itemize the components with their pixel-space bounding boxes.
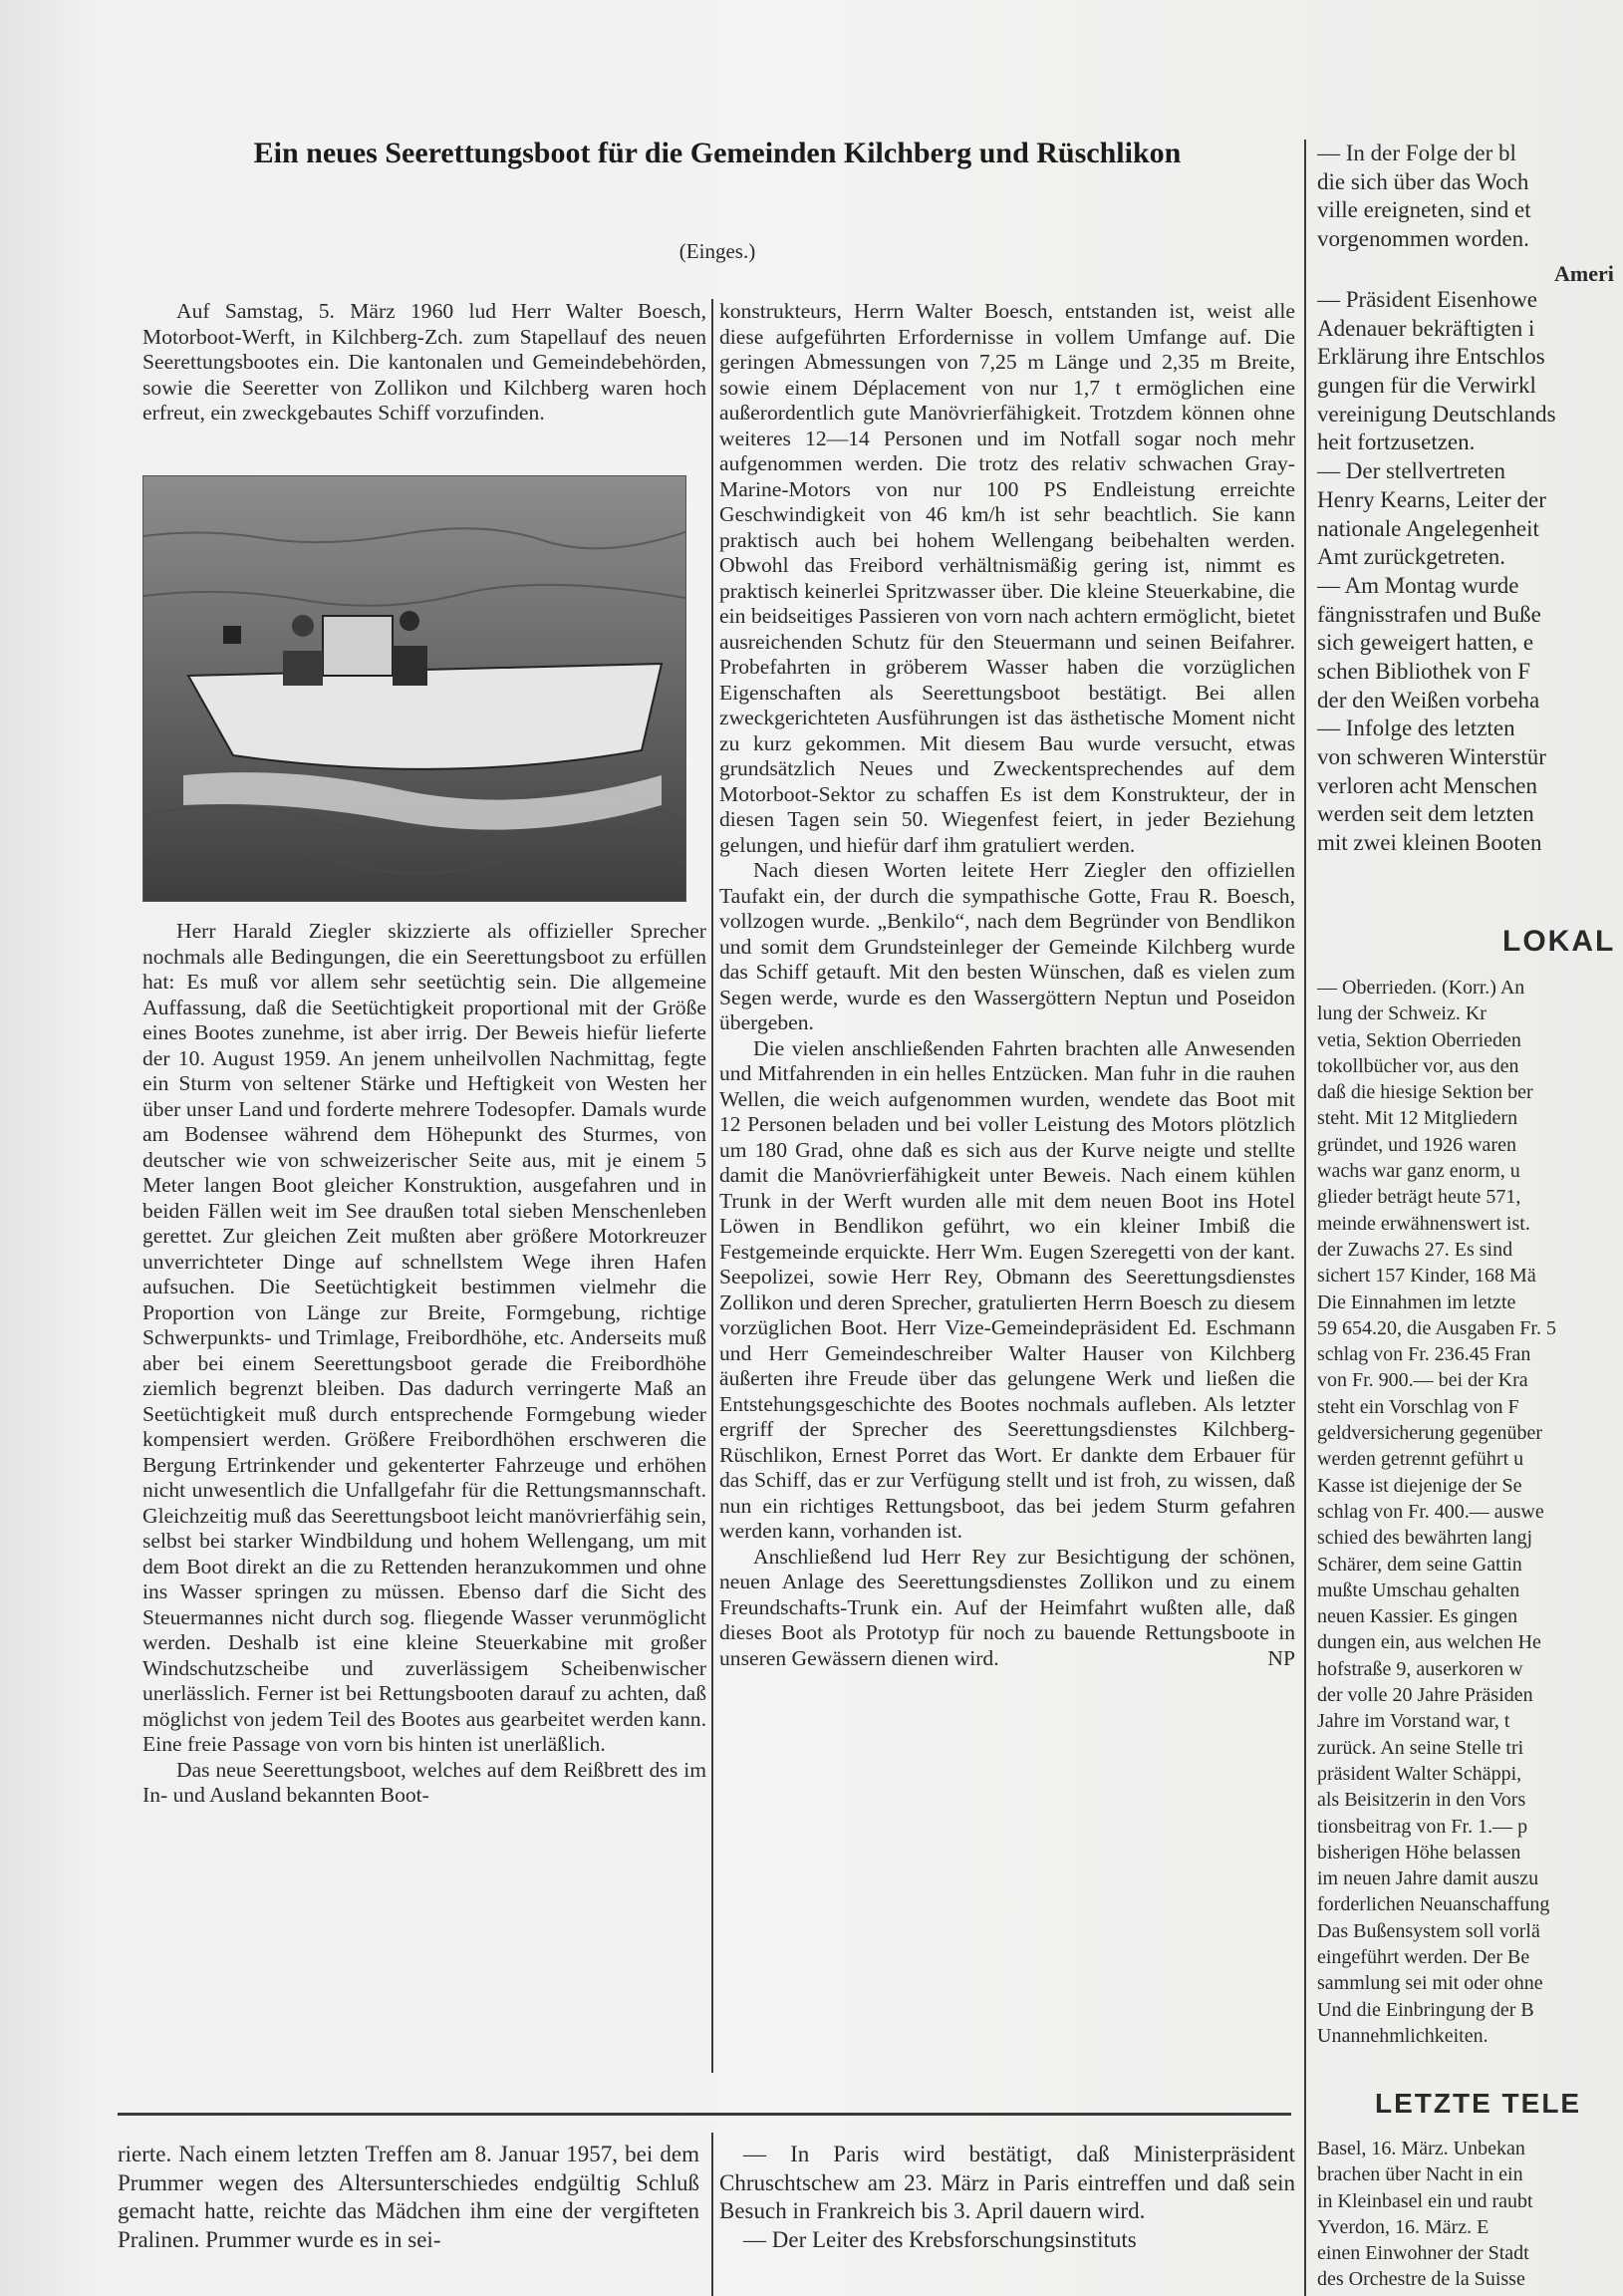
right-line: Unannehmlichkeiten.	[1317, 2024, 1488, 2047]
right-line: in Kleinbasel ein und raubt	[1317, 2189, 1533, 2212]
article-column-left-bottom	[142, 919, 706, 1809]
right-line: meinde erwähnenswert ist.	[1317, 1212, 1530, 1235]
article-title: Ein neues Seerettungsboot für die Gemeinden Kilchberg und Rüschlikon	[253, 137, 1182, 169]
right-line: Kasse ist diejenige der Se	[1317, 1474, 1522, 1497]
section-rule	[118, 2113, 1291, 2116]
right-line: — Am Montag wurde	[1317, 572, 1519, 598]
right-line: gungen für die Verwirkl	[1317, 373, 1536, 399]
bottom-column-middle	[719, 2141, 1295, 2254]
right-line: nationale Angelegenheit	[1317, 515, 1539, 541]
right-line: Yverdon, 16. März. E	[1317, 2215, 1489, 2238]
right-line: lung der Schweiz. Kr	[1317, 1003, 1487, 1025]
bottom-paragraph-paris: — In Paris wird bestätigt, daß Ministerpräsident Chruschtschew am 23. März in Paris eintreffen und daß sein Besuch in Frankreich bis 3. April dauern wird.	[719, 2142, 1295, 2223]
right-line: sammlung sei mit oder ohne	[1317, 1972, 1543, 1995]
right-line: steht ein Vorschlag von F	[1317, 1395, 1519, 1418]
right-line: vorgenommen worden.	[1317, 226, 1529, 252]
right-line: des Orchestre de la Suisse	[1317, 2268, 1525, 2291]
right-line: von schweren Winterstür	[1317, 744, 1546, 769]
right-line: Henry Kearns, Leiter der	[1317, 486, 1546, 512]
boat-photo	[142, 475, 686, 902]
paragraph-besichtigung	[719, 1545, 1295, 1672]
right-line: gründet, und 1926 waren	[1317, 1133, 1516, 1156]
right-line: steht. Mit 12 Mitgliedern	[1317, 1107, 1518, 1130]
boat-photo-image	[143, 476, 685, 901]
column-rule-bottom	[711, 2133, 713, 2296]
paragraph-konstrukteur: konstrukteurs, Herrn Walter Boesch, entstanden ist, weist alle diese aufgeführten Erfordernisse in vollem Umfange auf. Die geringen Abmessungen von 7,25 m Länge und 2,35 m Breite, sowie einem Déplacement von nur 1,7 t ermöglichen eine außerordentlich gute Manövrierfähigkeit. Trotzdem können ohne weiteres 12—14 Personen und im Notfall sogar noch mehr aufgenommen werden. Die trotz des relativ schwachen Gray-Marine-Motors von nur 100 PS Endleistung erreichte Geschwindigkeit von 46 km/h ist sehr beachtlich. Sie kann praktisch auch bei hohem Wellengang beibehalten werden. Obwohl das Freibord verhältnismäßig gering ist, nimmt es praktisch keinerlei Spritzwasser über. Die kleine Steuerkabine, die ein beidseitiges Passieren von vorn nach achtern ermöglicht, bietet ausreichenden Schutz für den Steuermann und seinen Beifahrer. Probefahrten in gröberem Wasser haben die vorzüglichen Eigenschaften als Seerettungsboot bestätigt. Bei allen zweckgerichteten Ausführungen ist das ästhetische Moment nicht zu kurz gekommen. Mit diesem Bau wurde versucht, etwas grundsätzlich Neues und Zweckentsprechendes auf dem Motorboot-Sektor zu schaffen Es ist dem Konstrukteur, der in diesen Tagen sein 50. Wiegenfest feiert, in jeder Beziehung gelungen, und hiefür darf ihm gratuliert werden.	[719, 299, 1295, 857]
right-line: verloren acht Menschen	[1317, 772, 1537, 798]
article-byline: (Einges.)	[678, 239, 756, 263]
right-line: hofstraße 9, auserkoren w	[1317, 1657, 1523, 1680]
right-line: fängnisstrafen und Buße	[1317, 601, 1541, 627]
right-line: tionsbeitrag von Fr. 1.— p	[1317, 1815, 1528, 1838]
article-column-left-top	[142, 299, 706, 427]
right-line: eingeführt werden. Der Be	[1317, 1945, 1530, 1968]
right-line: zurück. An seine Stelle tri	[1317, 1736, 1524, 1759]
right-line: im neuen Jahre damit auszu	[1317, 1867, 1539, 1890]
right-line: werden getrennt geführt u	[1317, 1448, 1524, 1471]
paragraph-besichtigung-text: Anschließend lud Herr Rey zur Besichtigung der schönen, neuen Anlage des Seerettungsdienstes Zollikon und zu einem Freundschafts-Trunk ein. Auf der Heimfahrt wußten alle, daß dieses Boot als Prototyp für noch zu bauende Rettungsboote in unseren Gewässern dienen wird.	[719, 1544, 1295, 1670]
right-line: vereinigung Deutschlands	[1317, 401, 1556, 427]
right-line: geldversicherung gegenüber	[1317, 1422, 1543, 1445]
right-line: — Infolge des letzten	[1317, 716, 1515, 741]
right-line: — In der Folge der bl	[1317, 141, 1516, 165]
right-line: neuen Kassier. Es gingen	[1317, 1605, 1518, 1628]
right-line: Erklärung ihre Entschlos	[1317, 344, 1545, 370]
right-line: Adenauer bekräftigten i	[1317, 315, 1535, 341]
right-line: sich geweigert hatten, e	[1317, 630, 1534, 656]
section-heading-lokal: LOKAL	[1502, 925, 1616, 958]
right-line: brachen über Nacht in ein	[1317, 2163, 1523, 2186]
right-line: Die Einnahmen im letzte	[1317, 1291, 1516, 1313]
bottom-paragraph-prummer: rierte. Nach einem letzten Treffen am 8. Januar 1957, bei dem Prummer wegen des Altersunterschiedes endgültig Schluß gemacht hatte, reichte das Mädchen ihm eine der vergifteten Pralinen. Prummer wurde es in sei-	[118, 2142, 699, 2252]
right-column-mid	[1317, 286, 1623, 858]
column-rule-left	[711, 299, 713, 2073]
right-line: forderlichen Neuanschaffung	[1317, 1893, 1550, 1916]
article-column-middle	[719, 299, 1295, 1671]
right-line: der volle 20 Jahre Präsiden	[1317, 1684, 1533, 1707]
right-line: vetia, Sektion Oberrieden	[1317, 1028, 1521, 1051]
right-line: Basel, 16. März. Unbekan	[1317, 2138, 1525, 2159]
right-line: der Zuwachs 27. Es sind	[1317, 1238, 1513, 1261]
right-line: wachs war ganz enorm, u	[1317, 1160, 1520, 1183]
right-line: Und die Einbringung der B	[1317, 1998, 1534, 2021]
right-line: von Fr. 900.— bei der Kra	[1317, 1369, 1528, 1392]
right-line: daß die hiesige Sektion ber	[1317, 1081, 1533, 1104]
right-line: sichert 157 Kinder, 168 Mä	[1317, 1265, 1536, 1288]
right-line: 59 654.20, die Ausgaben Fr. 5	[1317, 1316, 1556, 1339]
section-heading-letzte-telegramme: LETZTE TELE	[1375, 2088, 1582, 2119]
right-line: mußte Umschau gehalten	[1317, 1578, 1520, 1601]
right-line: mit zwei kleinen Booten	[1317, 830, 1542, 856]
column-rule-right	[1304, 140, 1306, 2296]
right-line: — Der stellvertreten	[1317, 458, 1506, 484]
right-line: Jahre im Vorstand war, t	[1317, 1710, 1510, 1733]
right-line: schied des bewährten langj	[1317, 1527, 1533, 1550]
right-line: tokollbücher vor, aus den	[1317, 1054, 1519, 1077]
bottom-column-left	[118, 2141, 699, 2254]
paragraph-ziegler: Herr Harald Ziegler skizzierte als offizieller Sprecher nochmals alle Bedingungen, die ein Seerettungsboot zu erfüllen hat: Es muß vor allem sehr seetüchtig sein. Die allgemeine Auffassung, daß die Seetüchtigkeit proportional mit der Größe eines Bootes zunehme, ist aber irrig. Der Beweis hiefür lieferte der 10. August 1959. An jenem unheilvollen Nachmittag, fegte ein Sturm von seltener Stärke und Heftigkeit von Westen her über unser Land und forderte mehrere Todesopfer. Damals wurde am Bodensee während dem Höhepunkt des Sturmes, von deutscher wie von schweizerischer Seite aus, mit je einem 5 Meter langen Boot gleicher Konstruktion, ausgefahren und in beiden Fällen weit im See draußen total sieben Menschenleben gerettet. Zur gleichen Zeit mußten aber größere Motorkreuzer unverrichteter Dinge auf schnellstem Wege ihren Hafen aufsuchen. Die Seetüchtigkeit bestimmen vielmehr die Proportion von Länge zur Breite, Formgebung, richtige Schwerpunkts- und Trimlage, Freibordhöhe, etc. Anderseits muß aber bei einem Seerettungsboot gerade die Freibordhöhe ziemlich begrenzt bleiben. Das dadurch verringerte Maß an Seetüchtigkeit muß durch entsprechende Formgebung wieder kompensiert werden. Größere Freibordhöhen erschweren die Bergung Ertrinkender und gekenterter Fahrzeuge und erhöhen nicht unwesentlich die Unfallgefahr für die Rettungsmannschaft. Gleichzeitig muß das Seerettungsboot leicht manövrierfähig sein, selbst bei starker Windbildung und hohem Wellengang, um mit dem Boot direkt an die zu Rettenden heranzukommen und ohne ins Wasser springen zu müssen. Ebenso darf die Sicht des Steuermannes nicht durch sog. fliegende Wasser verunmöglicht werden. Deshalb ist eine kleine Steuerkabine mit großer Windschutzscheibe und zuverlässigem Scheibenwischer unerlässlich. Ferner ist bei Rettungsbooten darauf zu achten, daß möglichst von jedem Teil des Bootes aus gearbeitet werden kann. Eine freie Passage von vorn bis hinten ist unerläßlich.	[142, 919, 706, 1756]
right-line: ville ereigneten, sind et	[1317, 197, 1531, 223]
right-line: glieder beträgt heute 571,	[1317, 1186, 1521, 1209]
author-signature: NP	[1267, 1645, 1295, 1670]
right-line: heit fortzusetzen.	[1317, 430, 1476, 455]
right-line: die sich über das Woch	[1317, 168, 1529, 194]
right-line: — Präsident Eisenhowe	[1317, 287, 1538, 312]
right-column-lokal	[1317, 975, 1623, 2049]
paragraph-new-boat: Das neue Seerettungsboot, welches auf dem Reißbrett des im In- und Ausland bekannten Boot-	[142, 1757, 706, 1807]
right-line: bisherigen Höhe belassen	[1317, 1841, 1521, 1864]
right-line: schlag von Fr. 400.— auswe	[1317, 1500, 1544, 1523]
paragraph-taufakt: Nach diesen Worten leitete Herr Ziegler den offiziellen Taufakt ein, der durch die sympathische Gotte, Frau R. Boesch, vollzogen wurde. „Benkilo“, nach dem Begründer von Bendlikon und somit dem Grundsteinleger der Gemeinde Kilchberg wurde das Schiff getauft. Mit den besten Wünschen, daß es vielen zum Segen werde, wurde es den Wassergöttern Neptun und Poseidon übergeben.	[719, 858, 1295, 1034]
paragraph-fahrten: Die vielen anschließenden Fahrten brachten alle Anwesenden und Mitfahrenden in ein helles Entzücken. Man fuhr in die rauhen Wellen, die weich aufgenommen wurden, wendete das Boot mit 12 Personen beladen und bei voller Leistung des Motors plötzlich um 180 Grad, ohne daß es sich aus der Kurve neigte und stellte damit die Manövrierfähigkeit unter Beweis. Nach einem kühlen Trunk in der Werft wurden alle mit dem neuen Boot ins Hotel Löwen in Bendlikon geführt, wo ein kleiner Imbiß die Festgemeinde erquickte. Herr Wm. Eugen Szeregetti von der kant. Seepolizei, sowie Herr Rey, Obmann des Seerettungsdienstes Zollikon und deren Sprecher, gratulierten Herrn Boesch zu diesem vorzüglichen Boot. Herr Vize-Gemeindepräsident Ed. Eschmann und Herr Gemeindeschreiber Walter Hauser von Kilchberg äußerten ihre Freude über das gelungene Werk und ließen die Entstehungsgeschichte des Bootes nochmals aufleben. Als letzter ergriff der Sprecher des Seerettungsdienstes Kilchberg-Rüschlikon, Ernest Porret das Wort. Er dankte dem Erbauer für das Schiff, das er zur Verfügung stellt und ist froh, zu wissen, daß nun ein richtiges Rettungsboot, das bei jedem Sturm gefahren werden kann, vorhanden ist.	[719, 1035, 1295, 1543]
right-line: präsident Walter Schäppi,	[1317, 1762, 1522, 1785]
right-line: — Oberrieden. (Korr.) An	[1317, 977, 1525, 999]
right-line: schlag von Fr. 236.45 Fran	[1317, 1343, 1531, 1366]
right-line: Schärer, dem seine Gattin	[1317, 1553, 1522, 1576]
right-column-top	[1317, 140, 1623, 254]
right-line: Amt zurückgetreten.	[1317, 544, 1506, 570]
right-line: als Beisitzerin in den Vors	[1317, 1789, 1526, 1812]
right-line: dungen ein, aus welchen He	[1317, 1631, 1541, 1654]
right-line: werden seit dem letzten	[1317, 801, 1534, 827]
right-column-letzte	[1317, 2136, 1623, 2293]
section-heading-ameri: Ameri	[1554, 261, 1614, 286]
bottom-paragraph-krebsforschung: — Der Leiter des Krebsforschungsinstituts	[743, 2226, 1137, 2252]
right-line: einen Einwohner der Stadt	[1317, 2242, 1529, 2265]
right-line: Das Bußensystem soll vorlä	[1317, 1919, 1540, 1942]
paragraph-intro: Auf Samstag, 5. März 1960 lud Herr Walter Boesch, Motorboot-Werft, in Kilchberg-Zch. zum Stapellauf des neuen Seerettungsbootes ein. Die kantonalen und Gemeindebehörden, sowie die Seeretter von Zollikon und Kilchberg waren hoch erfreut, ein zweckgebautes Schiff vorzufinden.	[142, 299, 706, 425]
right-line: schen Bibliothek von F	[1317, 658, 1531, 684]
right-line: der den Weißen vorbeha	[1317, 687, 1540, 713]
